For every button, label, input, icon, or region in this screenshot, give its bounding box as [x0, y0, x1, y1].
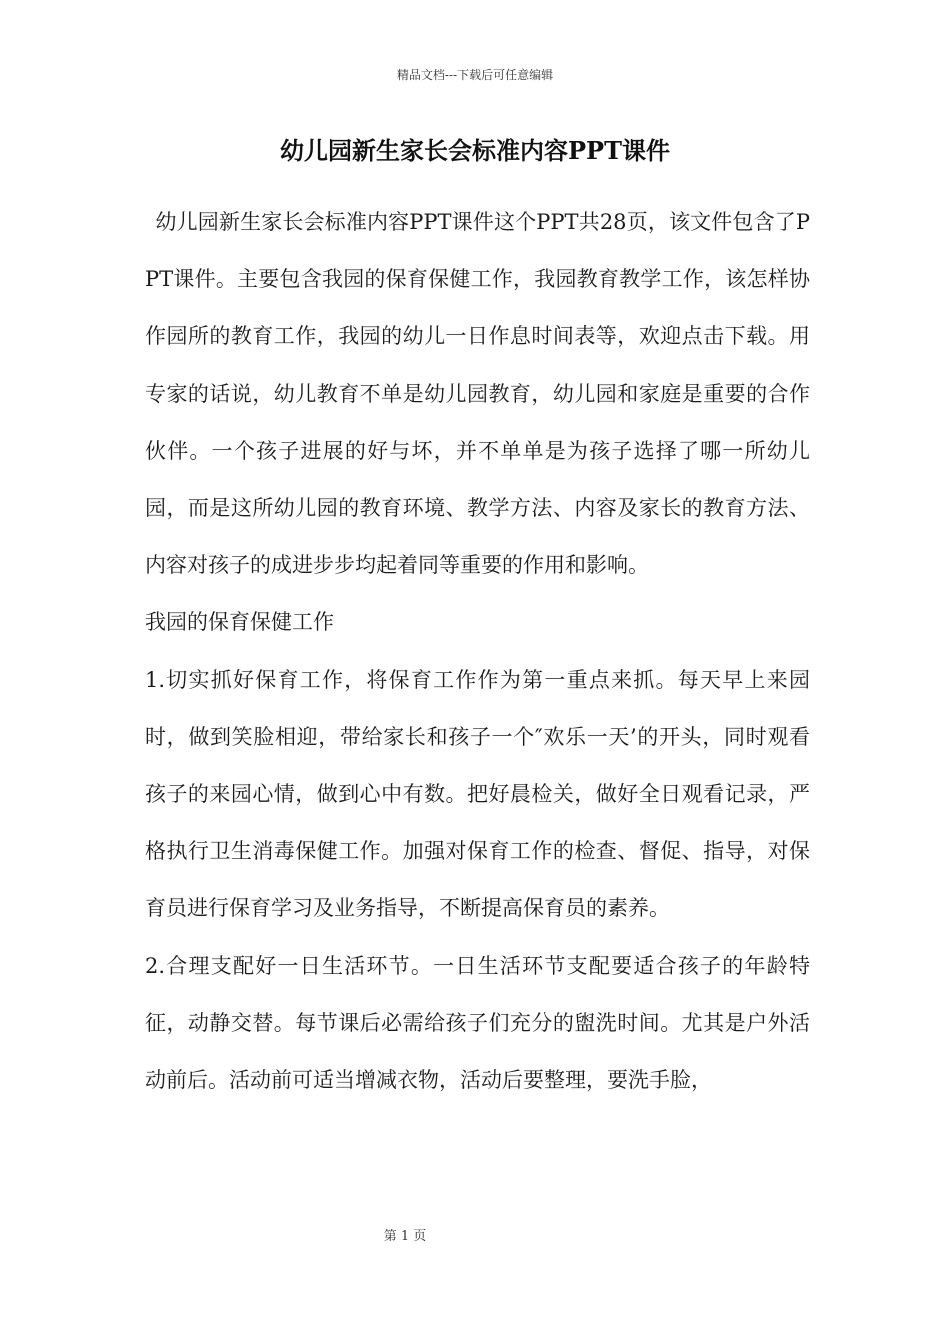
- section-heading-paragraph: 我园的保育保健工作: [145, 610, 334, 635]
- intro-paragraph: 幼儿园新生家长会标准内容PPT课件这个PPT共28页，该文件包含了PPT课件。主要包含我园的保育保健工作，我园教育教学工作，该怎样协作园所的教育工作，我园的幼儿一日作息时间表等，欢迎点击下载。用专家的话说，幼儿教育不单是幼儿园教育，幼儿园和家庭是重要的合作伙伴。一个孩子进展的好与坏，并不单单是为孩子选择了哪一所幼儿园，而是这所幼儿园的教育环境、教学方法、内容及家长的教育方法、内容对孩子的成进步步均起着同等重要的作用和影响。: [145, 210, 810, 578]
- item-1-paragraph: 1.切实抓好保育工作，将保育工作作为第一重点来抓。每天早上来园时，做到笑脸相迎，带给家长和孩子一个″欢乐一天’的开头，同时观看孩子的来园心情，做到心中有数。把好晨检关，做好全日观看记录，严格执行卫生消毒保健工作。加强对保育工作的检查、督促、指导，对保育员进行保育学习及业务指导，不断提高保育员的素养。: [145, 667, 810, 921]
- page-header-note: 精品文档---下载后可任意编辑: [396, 68, 554, 82]
- page-number: 第 1 页: [383, 1229, 427, 1244]
- document-title: 幼儿园新生家长会标准内容PPT课件: [280, 136, 670, 165]
- document-body: [145, 194, 810, 1109]
- item-2-paragraph: 2.合理支配好一日生活环节。一日生活环节支配要适合孩子的年龄特征，动静交替。每节课后必需给孩子们充分的盥洗时间。尤其是户外活动前后。活动前可适当增减衣物，活动后要整理，要洗手脸，: [145, 953, 810, 1093]
